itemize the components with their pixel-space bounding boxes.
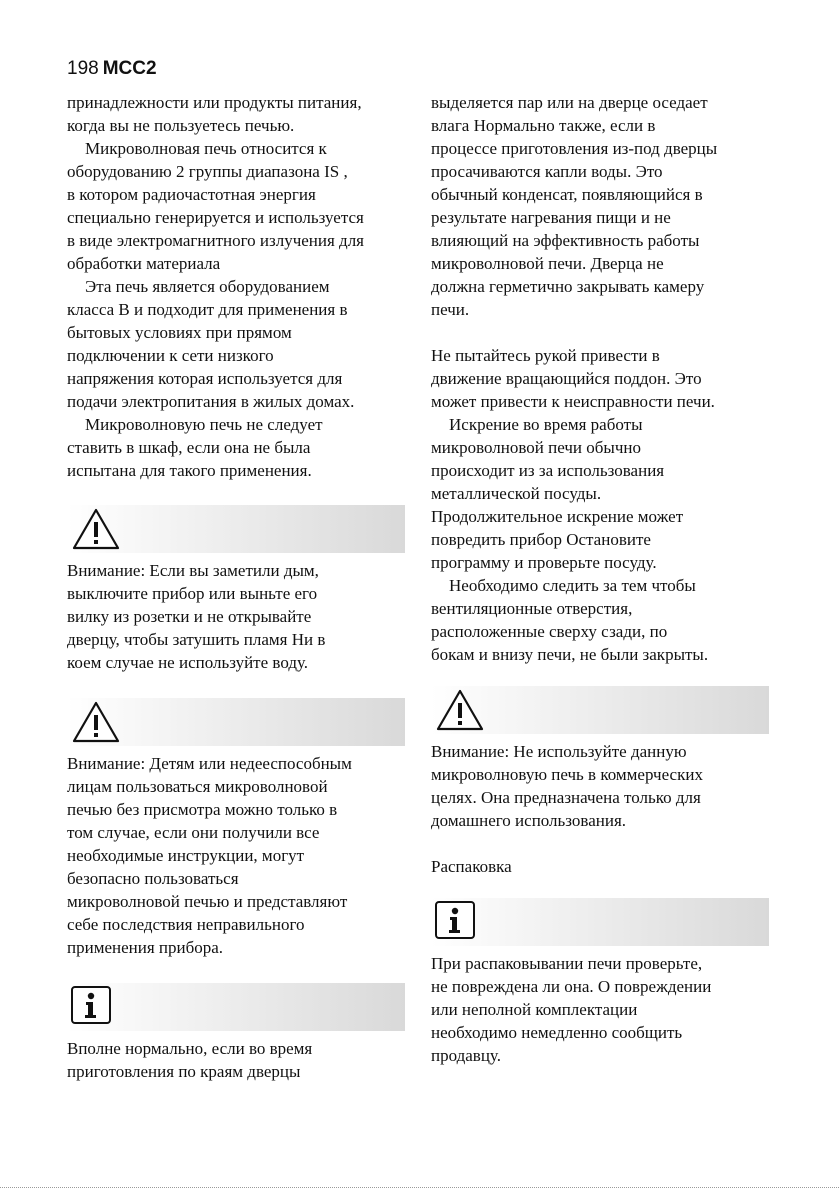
text-line: продавцу. (431, 1046, 501, 1065)
text-line: применения прибора. (67, 938, 224, 957)
page-header (67, 58, 157, 80)
text-line: не повреждена ли она. О повреждении (431, 977, 712, 996)
warning-triangle-icon (71, 700, 121, 744)
text-line: домашнего использования. (431, 811, 627, 830)
text-line: безопасно пользоваться (67, 869, 239, 888)
paragraph-ventilation (431, 574, 776, 666)
warning-triangle-icon (435, 688, 485, 732)
text-line: микроволновую печь в коммерческих (431, 765, 703, 784)
text-line: печью без присмотра можно только в (67, 800, 338, 819)
text-line: печи. (431, 300, 470, 319)
text-line: металлической посуды. (431, 484, 602, 503)
text-line: ставить в шкаф, если она не была (67, 438, 311, 457)
info-unpacking-text (431, 952, 776, 1067)
right-column (431, 91, 776, 1067)
text-line: бытовых условиях при прямом (67, 323, 292, 342)
text-line: вентиляционные отверстия, (431, 599, 633, 618)
model-name: MCC2 (102, 58, 157, 79)
text-line: целях. Она предназначена только для (431, 788, 701, 807)
text-line: приготовления по краям дверцы (67, 1062, 301, 1081)
warning-triangle-icon (71, 507, 121, 551)
text-line: или неполной комплектации (431, 1000, 638, 1019)
text-line: испытана для такого применения. (67, 461, 312, 480)
page-bottom-border (0, 1187, 839, 1189)
warning-banner (67, 698, 405, 746)
text-line: необходимые инструкции, могут (67, 846, 305, 865)
warning-smoke-text (67, 559, 412, 674)
text-line: Внимание: Детям или недееспособным (67, 754, 352, 773)
text-line: микроволновой печью и представляют (67, 892, 348, 911)
text-line: класса B и подходит для применения в (67, 300, 348, 319)
info-banner (431, 898, 769, 946)
warning-commercial-text (431, 740, 776, 832)
text-line: Микроволновая печь относится к (85, 139, 327, 158)
text-line: Продолжительное искрение может (431, 507, 684, 526)
paragraph-accessories (67, 91, 412, 137)
info-icon (71, 986, 111, 1024)
text-line: может привести к неисправности печи. (431, 392, 715, 411)
text-line: результате нагревания пищи и не (431, 208, 671, 227)
text-line: влияющий на эффективность работы (431, 231, 700, 250)
info-banner (67, 983, 405, 1031)
paragraph-group2 (67, 137, 412, 275)
text-line: принадлежности или продукты питания, (67, 93, 362, 112)
text-line: повредить прибор Остановите (431, 530, 651, 549)
text-line: выделяется пар или на дверце оседает (431, 93, 708, 112)
text-line: специально генерируется и используется (67, 208, 364, 227)
text-line: При распаковывании печи проверьте, (431, 954, 703, 973)
text-line: том случае, если они получили все (67, 823, 320, 842)
warning-banner (431, 686, 769, 734)
text-line: микроволновой печи обычно (431, 438, 641, 457)
text-line: оборудованию 2 группы диапазона IS , (67, 162, 348, 181)
text-line: подачи электропитания в жилых домах. (67, 392, 355, 411)
text-line: вилку из розетки и не открывайте (67, 607, 312, 626)
info-steam-text (67, 1037, 412, 1083)
text-line: программу и проверьте посуду. (431, 553, 657, 572)
text-line: напряжения которая используется для (67, 369, 343, 388)
text-line: Внимание: Если вы заметили дым, (67, 561, 319, 580)
text-line: необходимо немедленно сообщить (431, 1023, 683, 1042)
text-line: лицам пользоваться микроволновой (67, 777, 328, 796)
text-line: в котором радиочастотная энергия (67, 185, 316, 204)
text-line: Внимание: Не используйте данную (431, 742, 687, 761)
text-line: происходит из за использования (431, 461, 665, 480)
text-line: Искрение во время работы (449, 415, 643, 434)
page-number: 198 (67, 58, 99, 79)
text-line: обычный конденсат, появляющийся в (431, 185, 703, 204)
info-icon (435, 901, 475, 939)
paragraph-class-b (67, 275, 412, 413)
text-line: влага Нормально также, если в (431, 116, 656, 135)
text-line: Не пытайтесь рукой привести в (431, 346, 660, 365)
paragraph-sparking (431, 413, 776, 574)
text-line: коем случае не используйте воду. (67, 653, 309, 672)
paragraph-cabinet (67, 413, 412, 482)
text-line: дверцу, чтобы затушить пламя Ни в (67, 630, 326, 649)
text-line: должна герметично закрывать камеру (431, 277, 705, 296)
text-line: Вполне нормально, если во время (67, 1039, 313, 1058)
text-line: процессе приготовления из-под дверцы (431, 139, 718, 158)
section-title-unpacking: Распаковка (431, 857, 512, 876)
text-line: выключите прибор или выньте его (67, 584, 318, 603)
text-line: в виде электромагнитного излучения для (67, 231, 365, 250)
warning-children-text (67, 752, 412, 959)
text-line: расположенные сверху сзади, по (431, 622, 668, 641)
text-line: Эта печь является оборудованием (85, 277, 330, 296)
text-line: микроволновой печи. Дверца не (431, 254, 664, 273)
text-line: подключении к сети низкого (67, 346, 274, 365)
text-line: бокам и внизу печи, не были закрыты. (431, 645, 709, 664)
text-line: когда вы не пользуетесь печью. (67, 116, 295, 135)
text-line: Необходимо следить за тем чтобы (449, 576, 696, 595)
paragraph-turntable (431, 344, 776, 413)
paragraph-steam (431, 91, 776, 321)
text-line: просачиваются капли воды. Это (431, 162, 663, 181)
warning-banner (67, 505, 405, 553)
text-line: обработки материала (67, 254, 221, 273)
left-column (67, 91, 412, 1083)
text-line: Микроволновую печь не следует (85, 415, 323, 434)
text-line: движение вращающийся поддон. Это (431, 369, 702, 388)
text-line: себе последствия неправильного (67, 915, 305, 934)
